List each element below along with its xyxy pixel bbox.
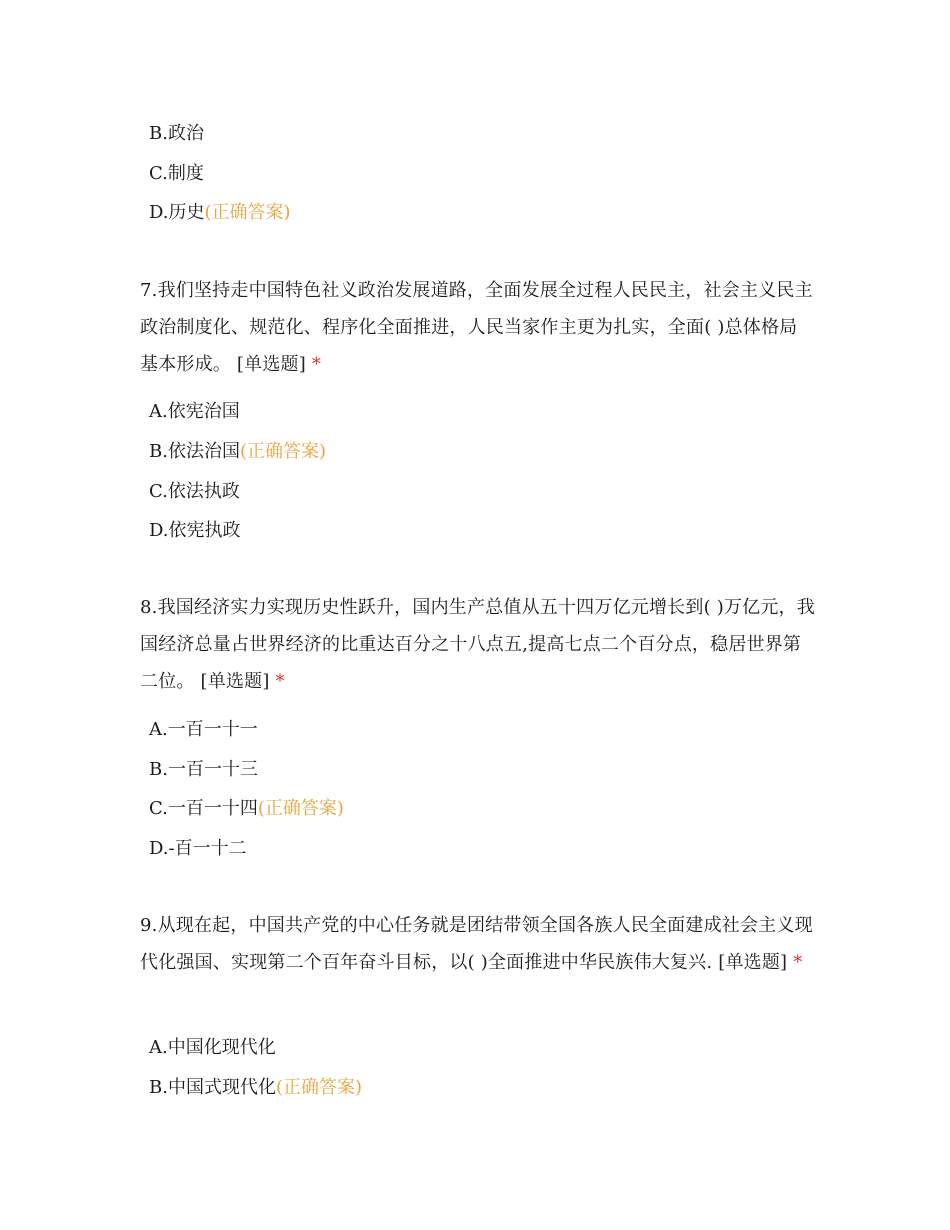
q7-option-d	[149, 520, 241, 542]
question-number: 8.	[140, 597, 158, 618]
q8-option-d	[149, 838, 247, 860]
q6-option-c	[149, 163, 204, 185]
option-letter: D.	[149, 202, 169, 223]
option-text: 依宪治国	[167, 401, 240, 422]
required-marker: *	[793, 952, 803, 973]
question-body: 从现在起，中国共产党的中心任务就是团结带领全国各族人民全面建成社会主义现代化强国、实现第二个百年奋斗目标，以( )全面推进中华民族伟大复兴.	[140, 915, 813, 973]
option-letter: B.	[149, 1077, 168, 1098]
question-type-tag: [单选题]	[718, 952, 788, 973]
question-body: 我们坚持走中国特色社义政治发展道路，全面发展全过程人民民主，社会主义民主政治制度化、规范化、程序化全面推进，人民当家作主更为扎实，全面( )总体格局基本形成。	[140, 280, 813, 375]
option-text: 制度	[167, 163, 204, 184]
option-text: -百一十二	[168, 838, 247, 859]
option-letter: B.	[149, 441, 168, 462]
correct-answer-tag: (正确答案)	[204, 202, 291, 223]
question-type-tag: [单选题]	[236, 354, 306, 375]
q8-option-a	[149, 719, 258, 741]
q7-option-a	[149, 401, 240, 423]
option-letter: C.	[149, 798, 168, 819]
option-text: 一百一十一	[167, 719, 258, 740]
q8-option-c	[149, 798, 344, 820]
option-text: 中国式现代化	[167, 1077, 276, 1098]
question-number: 7.	[140, 280, 158, 301]
option-text: 依宪执政	[168, 520, 241, 541]
option-letter: A.	[149, 1037, 168, 1058]
option-letter: D.	[149, 838, 169, 859]
option-letter: B.	[149, 123, 168, 144]
q7-question-text	[140, 272, 815, 383]
correct-answer-tag: (正确答案)	[257, 798, 344, 819]
q8-option-b	[149, 759, 258, 781]
correct-answer-tag: (正确答案)	[239, 441, 326, 462]
q9-option-a	[149, 1037, 276, 1059]
required-marker: *	[311, 354, 322, 375]
option-text: 一百一十四	[167, 798, 258, 819]
option-text: 政治	[167, 123, 204, 144]
option-text: 依法治国	[167, 441, 240, 462]
question-body: 我国经济实力实现历史性跃升，国内生产总值从五十四万亿元增长到( )万亿元，我国经济总量占世界经济的比重达百分之十八点五,提高七点二个百分点，稳居世界第二位。	[140, 597, 815, 692]
q9-option-b	[149, 1077, 362, 1099]
correct-answer-tag: (正确答案)	[275, 1077, 362, 1098]
option-text: 一百一十三	[167, 759, 258, 780]
option-letter: A.	[149, 401, 168, 422]
required-marker: *	[275, 671, 285, 692]
question-number: 9.	[140, 915, 158, 936]
option-letter: A.	[149, 719, 168, 740]
option-letter: D.	[149, 520, 169, 541]
q7-option-c	[149, 481, 240, 503]
q7-option-b	[149, 441, 326, 463]
question-type-tag: [单选题]	[200, 671, 270, 692]
q6-option-d	[149, 202, 291, 224]
option-text: 依法执政	[167, 481, 240, 502]
option-letter: C.	[149, 481, 168, 502]
q9-question-text	[140, 907, 815, 981]
q6-option-b	[149, 123, 204, 145]
option-text: 历史	[168, 202, 205, 223]
option-letter: B.	[149, 759, 168, 780]
option-text: 中国化现代化	[167, 1037, 276, 1058]
q8-question-text	[140, 589, 815, 700]
option-letter: C.	[149, 163, 168, 184]
